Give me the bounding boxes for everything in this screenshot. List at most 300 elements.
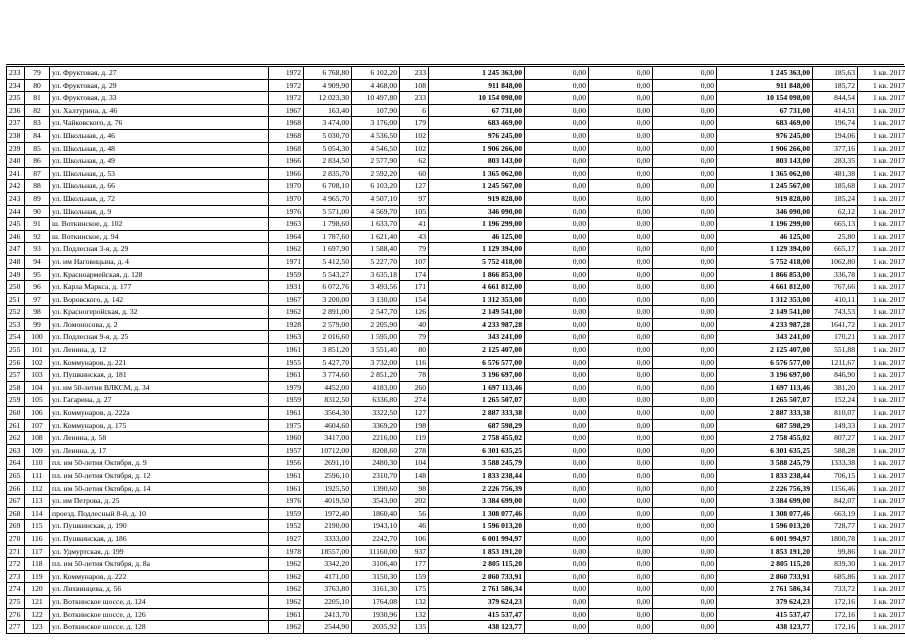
unit-cost-cell: 846,90: [813, 369, 858, 382]
zero-cell-2: 0,00: [589, 570, 653, 583]
zero-cell-1: 0,00: [525, 344, 589, 357]
zero-cell-1: 0,00: [525, 129, 589, 142]
table-row: [7, 155, 905, 168]
unit-cost-cell: 410,11: [813, 293, 858, 306]
table-row: [7, 507, 905, 520]
address-cell: ул. Ломоносова, д. 2: [50, 318, 269, 331]
unit-cost-cell: 185,72: [813, 79, 858, 92]
total-cost-cell: 1 833 238,44: [717, 470, 813, 483]
total-area-cell: 5 543,27: [304, 268, 352, 281]
total-cost-cell: 4 661 812,00: [717, 281, 813, 294]
total-area-cell: 4171,00: [304, 570, 352, 583]
period-cell: 1 кв. 2017: [858, 520, 905, 533]
unit-cost-cell: 170,21: [813, 331, 858, 344]
cost-cell: 683 469,00: [429, 117, 525, 130]
total-cost-cell: 2 758 455,02: [717, 432, 813, 445]
total-area-cell: 1 697,90: [304, 243, 352, 256]
address-cell: ул. Школьная, д. 53: [50, 167, 269, 180]
row-sub-number: 92: [25, 230, 50, 243]
zero-cell-2: 0,00: [589, 369, 653, 382]
table-row: [7, 79, 905, 92]
zero-cell-3: 0,00: [653, 495, 717, 508]
row-number: 255: [7, 344, 25, 357]
zero-cell-1: 0,00: [525, 595, 589, 608]
zero-cell-2: 0,00: [589, 394, 653, 407]
residents-cell: 127: [400, 407, 429, 420]
unit-cost-cell: 194,06: [813, 129, 858, 142]
row-number: 234: [7, 79, 25, 92]
total-cost-cell: 346 090,00: [717, 205, 813, 218]
address-cell: ул. Карла Маркса, д. 177: [50, 281, 269, 294]
unit-cost-cell: 706,15: [813, 470, 858, 483]
cost-cell: 379 624,23: [429, 595, 525, 608]
period-cell: 1 кв. 2017: [858, 394, 905, 407]
living-area-cell: 3 176,00: [352, 117, 400, 130]
unit-cost-cell: 1800,78: [813, 532, 858, 545]
address-cell: ул. Коммунаров, д. 221: [50, 356, 269, 369]
living-area-cell: 3150,30: [352, 570, 400, 583]
total-cost-cell: 1 245 567,00: [717, 180, 813, 193]
row-number: 248: [7, 255, 25, 268]
total-area-cell: 2 579,00: [304, 318, 352, 331]
zero-cell-2: 0,00: [589, 583, 653, 596]
year-cell: 1957: [269, 444, 304, 457]
table-row: [7, 331, 905, 344]
table-row: [7, 192, 905, 205]
unit-cost-cell: 842,07: [813, 495, 858, 508]
living-area-cell: 4 546,50: [352, 142, 400, 155]
table-row: [7, 268, 905, 281]
period-cell: 1 кв. 2017: [858, 608, 905, 621]
residents-cell: 127: [400, 180, 429, 193]
row-sub-number: 101: [25, 344, 50, 357]
address-cell: ул. Школьная, д. 9: [50, 205, 269, 218]
residents-cell: 6: [400, 104, 429, 117]
cost-cell: 10 154 098,00: [429, 92, 525, 105]
living-area-cell: 1930,96: [352, 608, 400, 621]
cost-cell: 1 365 062,00: [429, 167, 525, 180]
row-number: 256: [7, 356, 25, 369]
year-cell: 1978: [269, 545, 304, 558]
zero-cell-1: 0,00: [525, 306, 589, 319]
unit-cost-cell: 377,16: [813, 142, 858, 155]
table-row: [7, 67, 905, 80]
total-area-cell: 5 030,70: [304, 129, 352, 142]
total-area-cell: 2 834,50: [304, 155, 352, 168]
total-area-cell: 2 891,00: [304, 306, 352, 319]
total-cost-cell: 415 537,47: [717, 608, 813, 621]
table-row: [7, 344, 905, 357]
table-row: [7, 218, 905, 231]
unit-cost-cell: 481,38: [813, 167, 858, 180]
period-cell: 1 кв. 2017: [858, 142, 905, 155]
residents-cell: 132: [400, 608, 429, 621]
zero-cell-3: 0,00: [653, 180, 717, 193]
cost-cell: 1 129 394,00: [429, 243, 525, 256]
row-number: 265: [7, 470, 25, 483]
year-cell: 1959: [269, 268, 304, 281]
row-number: 266: [7, 482, 25, 495]
total-area-cell: 2544,90: [304, 621, 352, 634]
row-sub-number: 116: [25, 532, 50, 545]
address-cell: ул. Фруктовая, д. 27: [50, 67, 269, 80]
address-cell: ул. Ленина, д. 58: [50, 432, 269, 445]
zero-cell-2: 0,00: [589, 356, 653, 369]
row-sub-number: 88: [25, 180, 50, 193]
cost-cell: 2 149 541,00: [429, 306, 525, 319]
period-cell: 1 кв. 2017: [858, 205, 905, 218]
living-area-cell: 5 227,70: [352, 255, 400, 268]
unit-cost-cell: 1641,72: [813, 318, 858, 331]
total-area-cell: 6 768,80: [304, 67, 352, 80]
address-cell: пл. им 50-летия Октября, д. 8а: [50, 558, 269, 571]
unit-cost-cell: 149,33: [813, 419, 858, 432]
total-cost-cell: 67 731,00: [717, 104, 813, 117]
table-row: [7, 356, 905, 369]
zero-cell-2: 0,00: [589, 482, 653, 495]
zero-cell-1: 0,00: [525, 545, 589, 558]
row-sub-number: 82: [25, 104, 50, 117]
year-cell: 1962: [269, 583, 304, 596]
year-cell: 1968: [269, 142, 304, 155]
zero-cell-3: 0,00: [653, 608, 717, 621]
living-area-cell: 1 621,40: [352, 230, 400, 243]
unit-cost-cell: 185,68: [813, 180, 858, 193]
unit-cost-cell: 728,77: [813, 520, 858, 533]
cost-cell: 2 125 407,00: [429, 344, 525, 357]
cost-cell: 2 226 756,39: [429, 482, 525, 495]
zero-cell-2: 0,00: [589, 432, 653, 445]
data-table: [6, 66, 905, 634]
total-area-cell: 4019,50: [304, 495, 352, 508]
address-cell: ул. Воткинское шоссе, д. 128: [50, 621, 269, 634]
residents-cell: 56: [400, 507, 429, 520]
address-cell: ул. Коммунаров, д. 175: [50, 419, 269, 432]
address-cell: ул. Фруктовая, д. 33: [50, 92, 269, 105]
zero-cell-3: 0,00: [653, 67, 717, 80]
address-cell: ул. Коммунаров, д. 222: [50, 570, 269, 583]
table-row: [7, 570, 905, 583]
year-cell: 1970: [269, 180, 304, 193]
period-cell: 1 кв. 2017: [858, 595, 905, 608]
table-row: [7, 545, 905, 558]
zero-cell-2: 0,00: [589, 243, 653, 256]
cost-cell: 6 576 577,00: [429, 356, 525, 369]
total-area-cell: 3342,20: [304, 558, 352, 571]
living-area-cell: 11160,00: [352, 545, 400, 558]
table-row: [7, 470, 905, 483]
zero-cell-2: 0,00: [589, 495, 653, 508]
cost-cell: 1 906 266,00: [429, 142, 525, 155]
address-cell: ул. Школьная, д. 46: [50, 129, 269, 142]
zero-cell-1: 0,00: [525, 255, 589, 268]
row-number: 268: [7, 507, 25, 520]
cost-cell: 46 125,00: [429, 230, 525, 243]
zero-cell-2: 0,00: [589, 205, 653, 218]
total-cost-cell: 1 906 266,00: [717, 142, 813, 155]
year-cell: 1975: [269, 419, 304, 432]
year-cell: 1972: [269, 92, 304, 105]
living-area-cell: 2310,70: [352, 470, 400, 483]
address-cell: ул. Удмуртская, д. 199: [50, 545, 269, 558]
zero-cell-1: 0,00: [525, 444, 589, 457]
unit-cost-cell: 844,54: [813, 92, 858, 105]
zero-cell-1: 0,00: [525, 482, 589, 495]
address-cell: ул. Подлесная 3-я, д. 29: [50, 243, 269, 256]
cost-cell: 67 731,00: [429, 104, 525, 117]
period-cell: 1 кв. 2017: [858, 545, 905, 558]
living-area-cell: 3 551,40: [352, 344, 400, 357]
address-cell: ул. Ленина, д. 12: [50, 344, 269, 357]
total-cost-cell: 1 196 299,00: [717, 218, 813, 231]
year-cell: 1970: [269, 192, 304, 205]
year-cell: 1928: [269, 318, 304, 331]
period-cell: 1 кв. 2017: [858, 444, 905, 457]
year-cell: 1966: [269, 167, 304, 180]
zero-cell-1: 0,00: [525, 432, 589, 445]
unit-cost-cell: 588,28: [813, 444, 858, 457]
total-area-cell: 5 054,30: [304, 142, 352, 155]
unit-cost-cell: 663,19: [813, 507, 858, 520]
address-cell: ул. Лихвинцева, д. 56: [50, 583, 269, 596]
total-cost-cell: 919 828,00: [717, 192, 813, 205]
row-number: 271: [7, 545, 25, 558]
cost-cell: 2 887 333,38: [429, 407, 525, 420]
row-sub-number: 120: [25, 583, 50, 596]
cost-cell: 1 697 113,46: [429, 381, 525, 394]
cost-cell: 687 598,29: [429, 419, 525, 432]
residents-cell: 41: [400, 218, 429, 231]
total-cost-cell: 1 129 394,00: [717, 243, 813, 256]
zero-cell-2: 0,00: [589, 268, 653, 281]
period-cell: 1 кв. 2017: [858, 507, 905, 520]
row-number: 253: [7, 318, 25, 331]
row-sub-number: 87: [25, 167, 50, 180]
address-cell: ул. им 50-летия ВЛКСМ, д. 34: [50, 381, 269, 394]
row-sub-number: 89: [25, 192, 50, 205]
zero-cell-2: 0,00: [589, 92, 653, 105]
living-area-cell: 1860,40: [352, 507, 400, 520]
zero-cell-3: 0,00: [653, 142, 717, 155]
cost-cell: 346 090,00: [429, 205, 525, 218]
row-sub-number: 123: [25, 621, 50, 634]
address-cell: ул. Чайковского, д. 76: [50, 117, 269, 130]
year-cell: 1962: [269, 595, 304, 608]
period-cell: 1 кв. 2017: [858, 356, 905, 369]
unit-cost-cell: 1062,80: [813, 255, 858, 268]
table-row: [7, 381, 905, 394]
zero-cell-2: 0,00: [589, 255, 653, 268]
total-cost-cell: 379 624,23: [717, 595, 813, 608]
zero-cell-2: 0,00: [589, 457, 653, 470]
table-row: [7, 167, 905, 180]
row-sub-number: 90: [25, 205, 50, 218]
table-row: [7, 532, 905, 545]
year-cell: 1966: [269, 155, 304, 168]
table-row: [7, 281, 905, 294]
year-cell: 1968: [269, 129, 304, 142]
zero-cell-3: 0,00: [653, 394, 717, 407]
address-cell: ул. Коммунаров, д. 222а: [50, 407, 269, 420]
row-sub-number: 81: [25, 92, 50, 105]
row-number: 241: [7, 167, 25, 180]
zero-cell-2: 0,00: [589, 419, 653, 432]
table-row: [7, 407, 905, 420]
row-number: 240: [7, 155, 25, 168]
year-cell: 1972: [269, 79, 304, 92]
living-area-cell: 4 468,00: [352, 79, 400, 92]
total-area-cell: 12 023,30: [304, 92, 352, 105]
unit-cost-cell: 1211,67: [813, 356, 858, 369]
zero-cell-3: 0,00: [653, 419, 717, 432]
period-cell: 1 кв. 2017: [858, 218, 905, 231]
table-row: [7, 318, 905, 331]
zero-cell-3: 0,00: [653, 129, 717, 142]
address-cell: ул. Школьная, д. 49: [50, 155, 269, 168]
unit-cost-cell: 414,51: [813, 104, 858, 117]
cost-cell: 4 233 987,28: [429, 318, 525, 331]
total-cost-cell: 1 265 507,07: [717, 394, 813, 407]
total-area-cell: 3564,30: [304, 407, 352, 420]
unit-cost-cell: 381,20: [813, 381, 858, 394]
row-sub-number: 95: [25, 268, 50, 281]
zero-cell-2: 0,00: [589, 67, 653, 80]
zero-cell-1: 0,00: [525, 407, 589, 420]
total-cost-cell: 3 196 697,00: [717, 369, 813, 382]
table-body: [7, 67, 905, 634]
row-number: 246: [7, 230, 25, 243]
total-area-cell: 4 909,90: [304, 79, 352, 92]
row-sub-number: 105: [25, 394, 50, 407]
living-area-cell: 4 507,10: [352, 192, 400, 205]
row-sub-number: 119: [25, 570, 50, 583]
zero-cell-2: 0,00: [589, 545, 653, 558]
row-number: 257: [7, 369, 25, 382]
total-cost-cell: 46 125,00: [717, 230, 813, 243]
zero-cell-2: 0,00: [589, 218, 653, 231]
table-row: [7, 394, 905, 407]
residents-cell: 60: [400, 167, 429, 180]
row-number: 273: [7, 570, 25, 583]
row-sub-number: 102: [25, 356, 50, 369]
total-area-cell: 6 072,76: [304, 281, 352, 294]
cost-cell: 1 833 238,44: [429, 470, 525, 483]
unit-cost-cell: 62,12: [813, 205, 858, 218]
total-area-cell: 4 965,70: [304, 192, 352, 205]
total-cost-cell: 803 143,00: [717, 155, 813, 168]
zero-cell-1: 0,00: [525, 142, 589, 155]
row-number: 262: [7, 432, 25, 445]
zero-cell-2: 0,00: [589, 621, 653, 634]
residents-cell: 43: [400, 230, 429, 243]
year-cell: 1952: [269, 520, 304, 533]
zero-cell-2: 0,00: [589, 306, 653, 319]
row-number: 254: [7, 331, 25, 344]
table-row: [7, 92, 905, 105]
cost-cell: 3 588 245,79: [429, 457, 525, 470]
year-cell: 1963: [269, 331, 304, 344]
cost-cell: 2 761 586,34: [429, 583, 525, 596]
total-cost-cell: 343 241,00: [717, 331, 813, 344]
zero-cell-1: 0,00: [525, 205, 589, 218]
total-cost-cell: 3 588 245,79: [717, 457, 813, 470]
total-cost-cell: 911 848,00: [717, 79, 813, 92]
address-cell: ул. им Петрова, д. 25: [50, 495, 269, 508]
period-cell: 1 кв. 2017: [858, 155, 905, 168]
row-sub-number: 98: [25, 306, 50, 319]
cost-cell: 1 853 191,20: [429, 545, 525, 558]
living-area-cell: 3322,50: [352, 407, 400, 420]
zero-cell-1: 0,00: [525, 192, 589, 205]
total-cost-cell: 1 596 013,20: [717, 520, 813, 533]
total-area-cell: 1 798,60: [304, 218, 352, 231]
zero-cell-3: 0,00: [653, 344, 717, 357]
living-area-cell: 3369,20: [352, 419, 400, 432]
table-row: [7, 595, 905, 608]
living-area-cell: 1943,10: [352, 520, 400, 533]
row-sub-number: 112: [25, 482, 50, 495]
row-sub-number: 122: [25, 608, 50, 621]
total-cost-cell: 4 233 987,28: [717, 318, 813, 331]
zero-cell-3: 0,00: [653, 318, 717, 331]
year-cell: 1971: [269, 255, 304, 268]
zero-cell-1: 0,00: [525, 79, 589, 92]
zero-cell-2: 0,00: [589, 142, 653, 155]
zero-cell-3: 0,00: [653, 558, 717, 571]
row-number: 235: [7, 92, 25, 105]
table-row: [7, 520, 905, 533]
living-area-cell: 2242,70: [352, 532, 400, 545]
total-cost-cell: 1 245 363,00: [717, 67, 813, 80]
zero-cell-3: 0,00: [653, 230, 717, 243]
zero-cell-3: 0,00: [653, 218, 717, 231]
cost-cell: 6 301 635,25: [429, 444, 525, 457]
total-cost-cell: 687 598,29: [717, 419, 813, 432]
table-row: [7, 444, 905, 457]
row-sub-number: 80: [25, 79, 50, 92]
table-row: [7, 306, 905, 319]
period-cell: 1 кв. 2017: [858, 318, 905, 331]
year-cell: 1963: [269, 218, 304, 231]
table-row: [7, 230, 905, 243]
residents-cell: 97: [400, 192, 429, 205]
period-cell: 1 кв. 2017: [858, 495, 905, 508]
address-cell: ул. Воткинское шоссе, д. 126: [50, 608, 269, 621]
address-cell: ул. Красногеройская, д. 32: [50, 306, 269, 319]
cost-cell: 2 805 115,20: [429, 558, 525, 571]
zero-cell-3: 0,00: [653, 243, 717, 256]
total-cost-cell: 976 245,00: [717, 129, 813, 142]
period-cell: 1 кв. 2017: [858, 381, 905, 394]
zero-cell-2: 0,00: [589, 104, 653, 117]
cost-cell: 1 866 853,00: [429, 268, 525, 281]
living-area-cell: 2216,00: [352, 432, 400, 445]
zero-cell-3: 0,00: [653, 407, 717, 420]
total-area-cell: 163,40: [304, 104, 352, 117]
row-sub-number: 84: [25, 129, 50, 142]
residents-cell: 132: [400, 595, 429, 608]
zero-cell-3: 0,00: [653, 79, 717, 92]
unit-cost-cell: 196,74: [813, 117, 858, 130]
zero-cell-1: 0,00: [525, 281, 589, 294]
period-cell: 1 кв. 2017: [858, 192, 905, 205]
row-number: 238: [7, 129, 25, 142]
period-cell: 1 кв. 2017: [858, 255, 905, 268]
cost-cell: 1 245 567,00: [429, 180, 525, 193]
address-cell: пл. им 50-летия Октября, д. 12: [50, 470, 269, 483]
residents-cell: 79: [400, 243, 429, 256]
living-area-cell: 2480,30: [352, 457, 400, 470]
